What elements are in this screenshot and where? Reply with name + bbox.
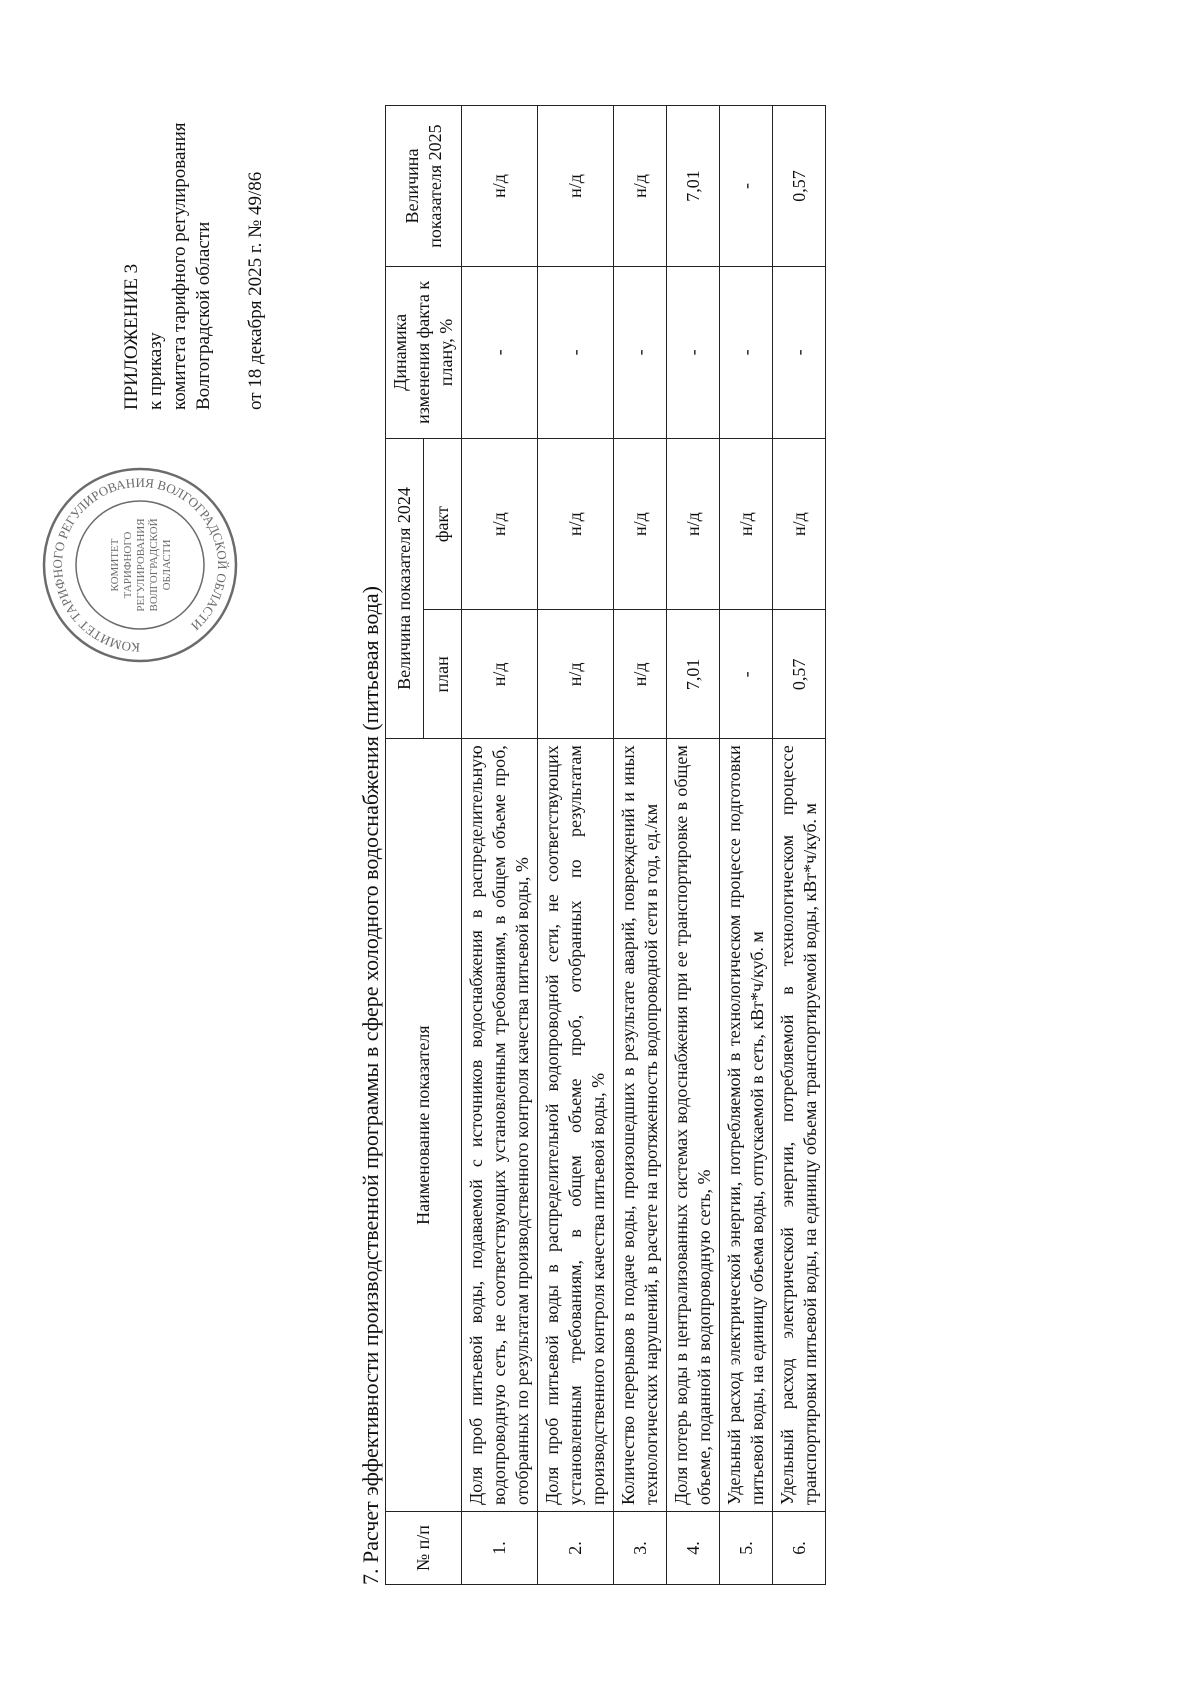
- appendix-committee-line: комитета тарифного регулирования: [169, 122, 190, 410]
- table-row: [538, 106, 614, 1585]
- row-value-2025: -: [720, 106, 773, 267]
- row-num: 4.: [667, 1512, 720, 1585]
- seal-center-line: ОБЛАСТИ: [161, 539, 173, 591]
- row-fact: н/д: [538, 438, 614, 610]
- row-name: Доля потерь воды в централизованных системах водоснабжения при ее транспортировке в общем объеме, поданной в водопроводную сеть, %: [667, 739, 720, 1512]
- seal-center-line: КОМИТЕТ: [109, 538, 121, 592]
- row-name: Доля проб питьевой воды, подаваемой с источников водоснабжения в распределительную водопроводную сеть, не соответствующих установленным требованиям, в общем объеме проб, отобранных по результатам производственного контроля качества питьевой воды, %: [462, 739, 538, 1512]
- header-dynamics: Динамика изменения факта к плану, %: [386, 267, 462, 439]
- row-name: Количество перерывов в подаче воды, произошедших в результате аварий, повреждений и иных технологических нарушений, в расчете на протяженность водопроводной сети в год, ед./км: [614, 739, 667, 1512]
- row-num: 5.: [720, 1512, 773, 1585]
- appendix-block: [120, 122, 268, 410]
- header-num: № п/п: [386, 1512, 462, 1585]
- row-num: 6.: [773, 1512, 826, 1585]
- efficiency-table: [385, 105, 826, 1585]
- table-row: [462, 106, 538, 1585]
- row-dynamics: -: [462, 267, 538, 439]
- row-fact: н/д: [462, 438, 538, 610]
- row-name: Доля проб питьевой воды в распределительной водопроводной сети, не соответствующих установленным требованиям, в общем объеме проб, отобранных по результатам производственного контроля качества питьевой воды, %: [538, 739, 614, 1512]
- row-plan: н/д: [538, 610, 614, 739]
- seal-center-line: ВОЛГОГРАДСКОЙ: [148, 518, 160, 612]
- row-value-2025: 7,01: [667, 106, 720, 267]
- row-plan: -: [720, 610, 773, 739]
- row-value-2025: н/д: [614, 106, 667, 267]
- row-num: 2.: [538, 1512, 614, 1585]
- row-fact: н/д: [720, 438, 773, 610]
- section-title: 7. Расчет эффективности производственной программы в сфере холодного водоснабжения (питьевая вода): [358, 586, 383, 1585]
- row-fact: н/д: [773, 438, 826, 610]
- table-header-row: [386, 106, 424, 1585]
- row-name: Удельный расход электрической энергии, потребляемой в технологическом процессе транспортировки питьевой воды, на единицу объема транспортируемой воды, кВт*ч/куб. м: [773, 739, 826, 1512]
- row-value-2025: 0,57: [773, 106, 826, 267]
- seal-stamp-icon: [40, 465, 240, 665]
- table-row: [614, 106, 667, 1585]
- header-plan: план: [424, 610, 462, 739]
- table-row: [773, 106, 826, 1585]
- row-dynamics: -: [538, 267, 614, 439]
- header-value-2025: Величина показателя 2025: [386, 106, 462, 267]
- row-dynamics: -: [720, 267, 773, 439]
- row-plan: н/д: [462, 610, 538, 739]
- seal-ring-text: КОМИТЕТ ТАРИФНОГО РЕГУЛИРОВАНИЯ ВОЛГОГРАДСКОЙ ОБЛАСТИ: [49, 474, 231, 656]
- row-value-2025: н/д: [462, 106, 538, 267]
- header-name: Наименование показателя: [386, 739, 462, 1512]
- row-name: Удельный расход электрической энергии, потребляемой в технологическом процессе подготовки питьевой воды, на единицу объема воды, отпускаемой в сеть, кВт*ч/куб. м: [720, 739, 773, 1512]
- appendix-date-line: от 18 декабря 2025 г. № 49/86: [245, 171, 266, 410]
- appendix-order-line: к приказу: [145, 332, 166, 410]
- row-dynamics: -: [667, 267, 720, 439]
- row-fact: н/д: [614, 438, 667, 610]
- row-plan: 7,01: [667, 610, 720, 739]
- seal-center-line: ТАРИФНОГО: [122, 531, 134, 599]
- header-value-2024: Величина показателя 2024: [386, 438, 424, 739]
- seal-center-text: [109, 518, 173, 612]
- row-plan: 0,57: [773, 610, 826, 739]
- seal-center-line: РЕГУЛИРОВАНИЯ: [135, 518, 147, 612]
- row-fact: н/д: [667, 438, 720, 610]
- table-row: [720, 106, 773, 1585]
- row-plan: н/д: [614, 610, 667, 739]
- row-num: 1.: [462, 1512, 538, 1585]
- row-dynamics: -: [614, 267, 667, 439]
- appendix-region-line: Волгоградской области: [193, 221, 214, 410]
- row-dynamics: -: [773, 267, 826, 439]
- table-row: [667, 106, 720, 1585]
- row-num: 3.: [614, 1512, 667, 1585]
- header-fact: факт: [424, 438, 462, 610]
- row-value-2025: н/д: [538, 106, 614, 267]
- appendix-title: ПРИЛОЖЕНИЕ 3: [121, 263, 142, 410]
